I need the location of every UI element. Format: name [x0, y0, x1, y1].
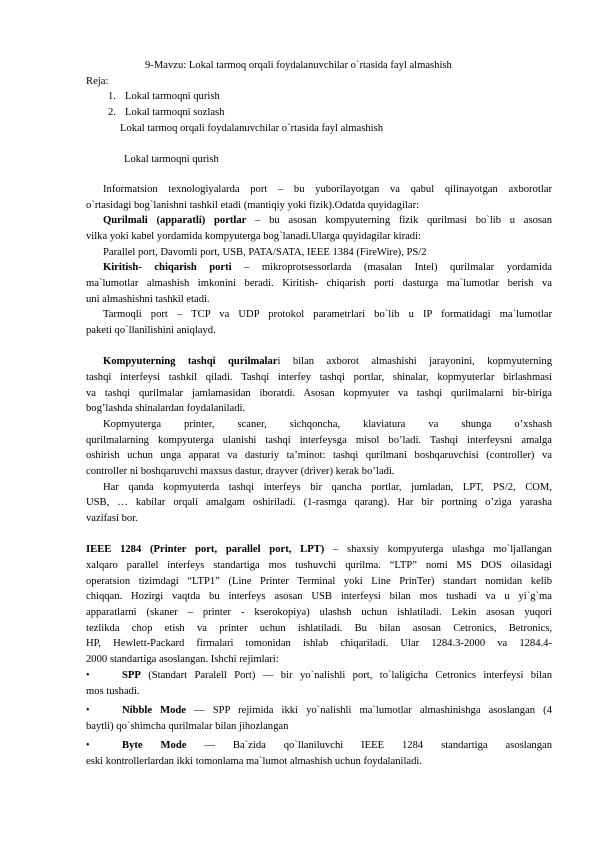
plan-item-text: Lokal tarmoqni sozlash: [125, 107, 225, 118]
paragraph-line: qurilmalarning kompyuterga ulanishi tashqi interfeysga misol bo’ladi. Tashqi interfeysni amalga: [86, 435, 552, 446]
paragraph-line: Tarmoqli port – TCP va UDP protokol parametrlari bo`lib u IP formatidagi ma`lumotlar: [103, 309, 552, 320]
plan-label: Reja:: [86, 76, 109, 87]
paragraph-line: paketi qo`llanilishini aniqlayd.: [86, 325, 216, 336]
bold-term: Kiritish- chiqarish porti: [103, 262, 232, 273]
paragraph-line: [103, 213, 552, 229]
paragraph-line: bog’lashda shinalardan foydalaniladi.: [86, 403, 246, 414]
paragraph-line: [103, 354, 552, 370]
bold-term: SPP: [122, 670, 141, 681]
paragraph-line: Kopmyuterga printer, scaner, sichqoncha, klaviatura va shunga o’xshash: [103, 419, 552, 430]
bullet-item-line: baytli) qo`shimcha qurilmalar bilan jihozlangan: [86, 721, 289, 732]
bullet-marker: •: [86, 705, 90, 716]
paragraph-text: — SPP rejimida ikki yo`nalishli ma`lumotlar almashinishga asoslangan (4: [186, 705, 552, 716]
bullet-item-line: [122, 668, 552, 684]
paragraph-line: vilka yoki kabel yordamida kompyuterga bog`lanadi.Ularga quyidagilar kiradi:: [86, 231, 421, 242]
paragraph-line: Har qanda kopmyuterda tashqi interfeys bir qancha portlar, jumladan, LPT, PS/2, COM,: [103, 482, 552, 493]
bold-term: Qurilmali (apparatli) portlar: [103, 215, 247, 226]
bullet-item-line: mos tushadi.: [86, 686, 140, 697]
paragraph-line: controller ni boshqaruvchi maxsus dastur, drayver (driver) kerak bo’ladi.: [86, 466, 395, 477]
bullet-item-line: eski kontrollerlardan ikki tomonlama ma`lumot almashish uchun foydalaniladi.: [86, 756, 422, 767]
bold-term: Byte Mode: [122, 740, 187, 751]
paragraph-line: oshirish uchun unga apparat va dasturiy ta’minot: tashqi qurilmani boshqaruvchisi (controller) va: [86, 450, 552, 461]
paragraph-text: — Ba`zida qo`llaniluvchi IEEE 1284 standartiga asoslangan: [186, 740, 552, 751]
paragraph-line: 2000 standartiga asoslangan. Ishchi rejimlari:: [86, 654, 279, 665]
paragraph-line: Parallel port, Davomli port, USB, PATA/SATA, IEEE 1384 (FireWire), PS/2: [103, 247, 427, 258]
paragraph-text: – mikroprotsessorlarda (masalan Intel) qurilmalar yordamida: [231, 262, 552, 273]
paragraph-line: operatsion tizimdagi “LTP1” (Line Printer Terminal yoki Line PrinTer) standart nomidan kelib: [86, 576, 552, 587]
plan-item-text: Lokal tarmoq orqali foydalanuvchilar o`rtasida fayl almashish: [120, 123, 383, 134]
paragraph-line: va tashqi qurilmalar jamlamasidan iboratdi. Asosan kopmyuter va tashqi qurilmalarni bir-biriga: [86, 388, 552, 399]
paragraph-line: [103, 260, 552, 276]
paragraph-line: vazifasi bor.: [86, 513, 138, 524]
document-title: 9-Mavzu: Lokal tarmoq orqali foydalanuvchilar o`rtasida fayl almashish: [145, 60, 452, 71]
paragraph-line: HP, Hewlett-Packard firmalari tomonidan ishlab chiqariladi. Ular 1284.3-2000 va 1284.4-: [86, 638, 552, 649]
paragraph-line: xalqaro parallel interfeys standartiga mos tushuvchi qurilma. “LTP” nomi MS DOS oilasidagi: [86, 560, 552, 571]
bullet-item-line: [122, 703, 552, 719]
paragraph-line: chiqqan. Hozirgi vaqtda bu interfeys asosan USB interfeysi bilan mos tushadi va u yi`g`ma: [86, 591, 552, 602]
plan-item-text: Lokal tarmoqni qurish: [125, 91, 220, 102]
paragraph-line: tashqi interfeysi tashkil qiladi. Tashqi interfey tashqi portlar, shinalar, kopmyuterlar birlashmasi: [86, 372, 552, 383]
paragraph-line: ma`lumotlar almashish imkonini beradi. Kiritish- chiqarish porti dasturga ma`lumotlar berish va: [86, 278, 552, 289]
paragraph-line: USB, … kabilar orqali amalgam oshiriladi. (1-rasmga qarang). Har bir portning o’ziga yarasha: [86, 497, 552, 508]
bullet-marker: •: [86, 670, 90, 681]
paragraph-line: apparatlarni (skaner – printer - kserokopiya) ulashsh uchun ishlatiladi. Lekin asosan yuqori: [86, 607, 552, 618]
bullet-item-line: [122, 738, 552, 754]
bold-term: Nibble Mode: [122, 705, 186, 716]
section-heading: Lokal tarmoqni qurish: [124, 154, 219, 165]
paragraph-text: (Standart Paralell Port) — bir yo`nalishli port, to`laligicha Cetronics interfeysi bilan: [140, 670, 552, 681]
paragraph-line: [86, 542, 552, 558]
bold-term: Kompyuterning tashqi qurilmalar: [103, 356, 278, 367]
paragraph-line: Informatsion texnologiyalarda port – bu yuborilayotgan va qabul qilinayotgan axborotlar: [103, 184, 552, 195]
paragraph-line: o`rtasidagi bog`lanishni tashkil etadi (mantiqiy yoki fizik).Odatda quyidagilar:: [86, 200, 420, 211]
paragraph-text: i bilan axborot almashishi jarayonini, kopmyuterning: [277, 356, 552, 367]
paragraph-text: – bu asosan kompyuterning fizik qurilmasi bo`lib u asosan: [246, 215, 552, 226]
bold-term: IEEE 1284 (Printer port, parallel port, LPT): [86, 544, 325, 555]
plan-item-number: 1.: [108, 91, 116, 102]
plan-item-number: 2.: [108, 107, 116, 118]
bullet-marker: •: [86, 740, 90, 751]
paragraph-text: – shaxsiy kompyuterga ulashga mo`ljallangan: [324, 544, 552, 555]
paragraph-line: tezlikda chop etish va printer uchun ishlatiladi. Bu bilan asosan Cetronics, Betronics,: [86, 623, 552, 634]
paragraph-line: uni almashishni tashkil etadi.: [86, 294, 210, 305]
